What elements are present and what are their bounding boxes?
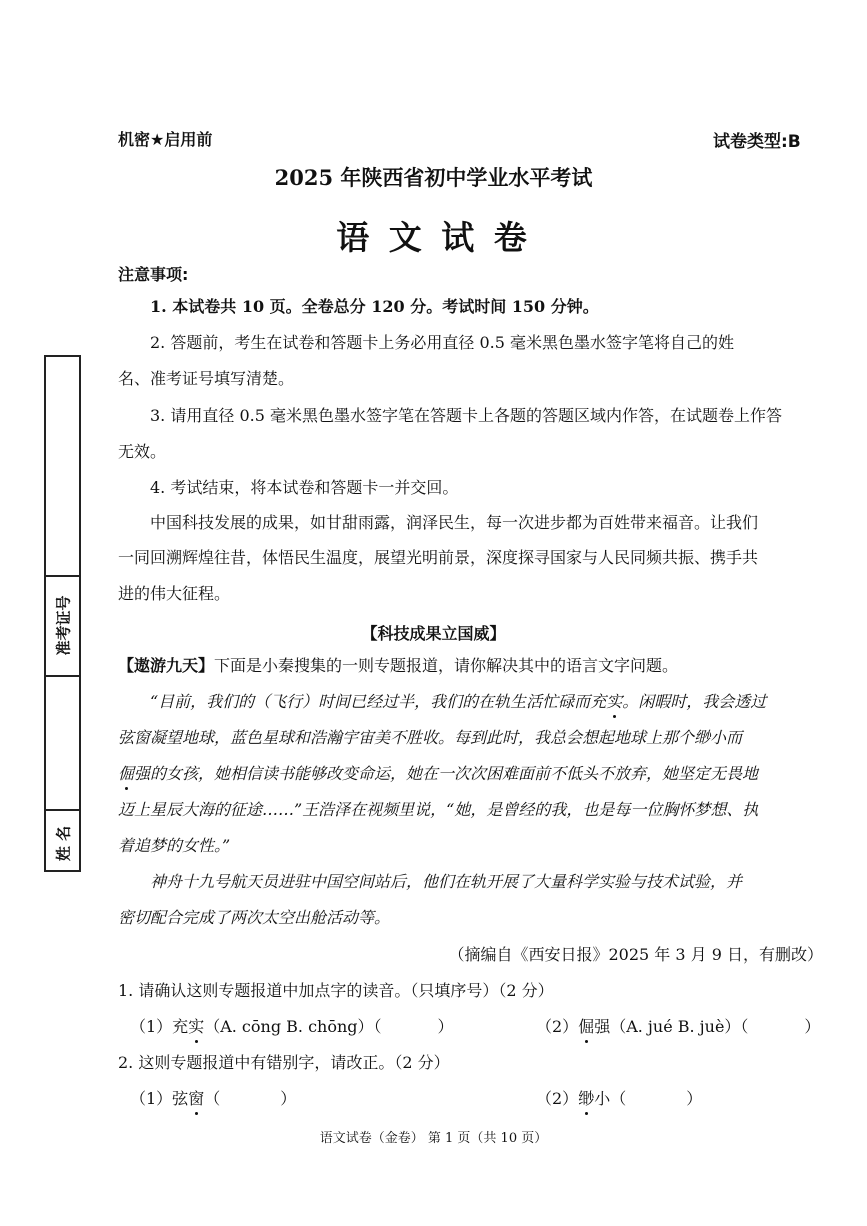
exam-title: 2025 年陕西省初中学业水平考试 [274, 165, 593, 190]
notice-heading: 注意事项: [118, 265, 189, 284]
intro-line: 进的伟大征程。 [118, 584, 231, 603]
dotted-char: 缈 [578, 1089, 595, 1108]
quote-line [150, 692, 766, 712]
notice-item [150, 406, 782, 426]
subsection-tag: 【遨游九天】 [118, 656, 215, 675]
intro-line: 中国科技发展的成果，如甘甜雨露，润泽民生，每一次进步都为百姓带来福音。让我们 [150, 513, 759, 532]
notice-item-text: 4. 考试结束，将本试卷和答题卡一并交回。 [150, 478, 459, 497]
intro-line: 一同回溯辉煌往昔，体悟民生温度，展望光明前景，深度探寻国家与人民同频共振、携手共 [118, 548, 759, 567]
notice-item [150, 333, 734, 353]
q2-item-text: （2） [536, 1089, 579, 1108]
name-label: 姓 名 [54, 825, 72, 862]
section-title: 【科技成果立国威】 [361, 624, 506, 643]
confidential-label: 机密★启用前 [118, 130, 213, 149]
dotted-char: 倔 [118, 764, 135, 783]
bracket: ） [804, 1017, 821, 1036]
notice-item-text: 名、准考证号填写清楚。 [118, 369, 295, 388]
q2-item-text: （1）弦 [130, 1089, 189, 1108]
q2-item-2 [536, 1089, 702, 1109]
report-line: 神舟十九号航天员进驻中国空间站后，他们在轨开展了大量科学实验与技术试验，并 [150, 872, 743, 891]
page-footer: 语文试卷（金卷） 第 1 页（共 10 页） [319, 1131, 548, 1146]
notice-item [150, 478, 458, 498]
bracket: ） [437, 1017, 454, 1036]
dotted-char: 实 [606, 692, 623, 711]
report-line: 密切配合完成了两次太空出舱活动等。 [118, 908, 391, 927]
dotted-char: 窗 [188, 1089, 205, 1108]
notice-item-text: 无效。 [118, 442, 167, 461]
q1-item-2 [536, 1017, 820, 1037]
report-source: （摘编自《西安日报》2025 年 3 月 9 日，有删改） [448, 945, 823, 964]
notice-item-text: 1. 本试卷共 10 页。全卷总分 120 分。考试时间 150 分钟。 [150, 297, 599, 316]
side-divider [46, 809, 79, 811]
notice-item [118, 442, 166, 462]
bracket: ） [686, 1089, 703, 1108]
q1-options: （A. cōng B. chōng）（ [204, 1017, 382, 1036]
quote-line: 迈上星辰大海的征途……”王浩泽在视频里说，“她，是曾经的我，也是每一位胸怀梦想、执 [118, 800, 759, 819]
candidate-info-box [44, 355, 81, 872]
q2-item-1 [130, 1089, 296, 1109]
subject-title: 语 文 试 卷 [336, 218, 531, 257]
subsection-text: 下面是小秦搜集的一则专题报道，请你解决其中的语言文字问题。 [214, 656, 679, 675]
side-divider [46, 575, 79, 577]
question-2-stem: 2. 这则专题报道中有错别字，请改正。（2 分） [118, 1053, 450, 1072]
notice-item [118, 369, 294, 389]
side-divider [46, 675, 79, 677]
quote-text: 强的女孩，她相信读书能够改变命运，她在一次次困难面前不低头不放弃，她坚定无畏地 [134, 764, 759, 783]
question-1-stem: 1. 请确认这则专题报道中加点字的读音。（只填序号）（2 分） [118, 981, 554, 1000]
paper-type-label: 试卷类型:B [713, 132, 801, 152]
quote-line: 着追梦的女性。” [118, 836, 231, 855]
q1-item-text: （2） [536, 1017, 579, 1036]
dotted-char: 倔 [578, 1017, 595, 1036]
bracket: （ [204, 1089, 221, 1108]
notice-item [150, 297, 599, 317]
quote-text: 。闲暇时，我会透过 [622, 692, 767, 711]
q1-options: 强（A. jué B. juè）（ [594, 1017, 749, 1036]
q1-item-1 [130, 1017, 454, 1037]
quote-text: “目前，我们的（飞行）时间已经过半，我们的在轨生活忙碌而充 [150, 692, 607, 711]
subsection-intro [118, 656, 678, 676]
quote-line [118, 764, 758, 784]
q1-item-text: （1）充 [130, 1017, 189, 1036]
q2-item-text: 小（ [594, 1089, 627, 1108]
bracket: ） [280, 1089, 297, 1108]
notice-item-text: 3. 请用直径 0.5 毫米黑色墨水签字笔在答题卡上各题的答题区域内作答，在试题卷上作答 [150, 406, 782, 425]
exam-id-label: 准考证号 [54, 595, 72, 656]
dotted-char: 实 [188, 1017, 205, 1036]
notice-item-text: 2. 答题前，考生在试卷和答题卡上务必用直径 0.5 毫米黑色墨水签字笔将自己的姓 [150, 333, 734, 352]
quote-line: 弦窗凝望地球，蓝色星球和浩瀚宇宙美不胜收。每到此时，我总会想起地球上那个缈小而 [118, 728, 743, 747]
